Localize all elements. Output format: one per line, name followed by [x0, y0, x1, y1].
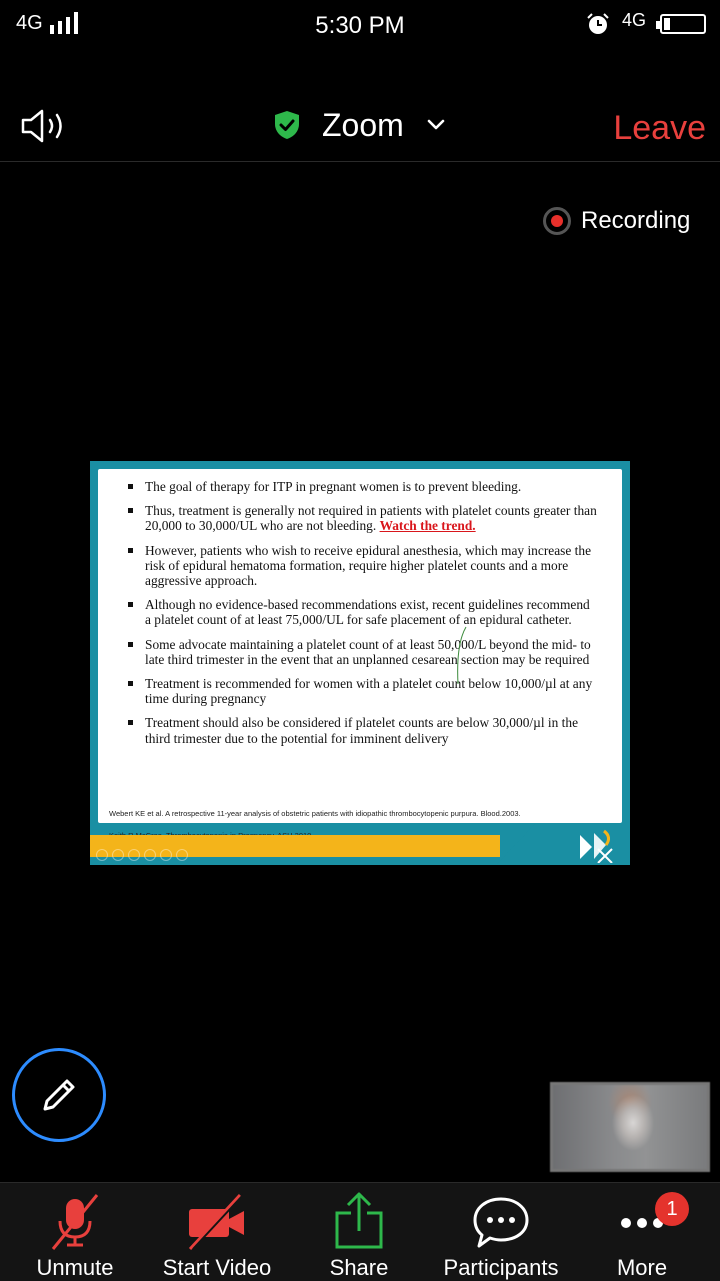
network-type: 4G: [16, 12, 43, 34]
record-icon: [543, 207, 571, 235]
slide-bullet: Thus, treatment is generally not required in patients with platelet counts greater than 20,000 to 30,000/UL who are not bleeding. Watch the trend.: [128, 503, 598, 533]
meeting-header: [0, 95, 720, 162]
slide-bullets: [128, 479, 598, 755]
start-video-button[interactable]: [147, 1183, 287, 1281]
highlight-text: Watch the trend.: [379, 518, 476, 534]
pencil-icon: [37, 1073, 81, 1117]
self-video-thumbnail[interactable]: [550, 1082, 710, 1172]
slide-bullet: Although no evidence-based recommendations exist, recent guidelines recommend a platelet count of at least 75,000/UL for safe placement of an epidural catheter.: [128, 597, 598, 627]
battery-icon: [660, 14, 706, 34]
shield-check-icon: [272, 110, 302, 140]
share-button[interactable]: [289, 1183, 429, 1281]
clock: 5:30 PM: [315, 12, 405, 39]
network-type-right: 4G: [622, 10, 647, 30]
slide-bullet: Some advocate maintaining a platelet count of at least 50,000/L beyond the mid- to late third trimester in the event that an unplanned cesarean section may be required: [128, 637, 598, 667]
meeting-title-dropdown[interactable]: [272, 105, 446, 145]
shared-screen: [90, 461, 630, 865]
meeting-title: Zoom: [322, 106, 404, 143]
meeting-toolbar: [0, 1182, 720, 1281]
share-label: Share: [329, 1255, 389, 1280]
alarm-icon: [586, 12, 610, 36]
speaker-icon[interactable]: [20, 109, 70, 143]
leave-button[interactable]: Leave: [613, 109, 706, 147]
participants-label: Participants: [443, 1255, 559, 1280]
annotate-button[interactable]: [12, 1048, 106, 1142]
share-icon: [329, 1191, 389, 1251]
slide-bullet: Treatment should also be considered if platelet counts are below 30,000/µl in the third trimester due to the potential for imminent delivery: [128, 715, 598, 745]
reference: Webert KE et al. A retrospective 11-year analysis of obstetric patients with idiopathic thrombocytopenic purpura. Blood.2003.: [109, 809, 521, 818]
recording-label: Recording: [581, 207, 691, 234]
video-off-icon: [184, 1191, 250, 1251]
unmute-button[interactable]: [5, 1183, 145, 1281]
recording-indicator[interactable]: [543, 207, 690, 235]
status-bar: [0, 0, 720, 50]
slide-content: [98, 469, 622, 823]
participants-button[interactable]: [431, 1183, 571, 1281]
logo-icon: [578, 829, 614, 863]
slide-bullet: Treatment is recommended for women with a platelet count below 10,000/µl at any time during pregnancy: [128, 676, 598, 706]
participants-icon: [471, 1191, 531, 1251]
chevron-down-icon: [426, 118, 446, 132]
start-video-label: Start Video: [162, 1255, 272, 1280]
notification-badge: 1: [655, 1192, 689, 1226]
microphone-muted-icon: [45, 1191, 105, 1251]
slide-bullet: The goal of therapy for ITP in pregnant women is to prevent bleeding.: [128, 479, 598, 494]
more-button[interactable]: [572, 1183, 712, 1281]
slide-controls: [96, 849, 188, 861]
slide-bullet: However, patients who wish to receive epidural anesthesia, which may increase the risk of epidural hematoma formation, require higher platelet counts and a more aggressive approach.: [128, 543, 598, 589]
more-label: More: [616, 1255, 668, 1280]
unmute-label: Unmute: [36, 1255, 114, 1280]
